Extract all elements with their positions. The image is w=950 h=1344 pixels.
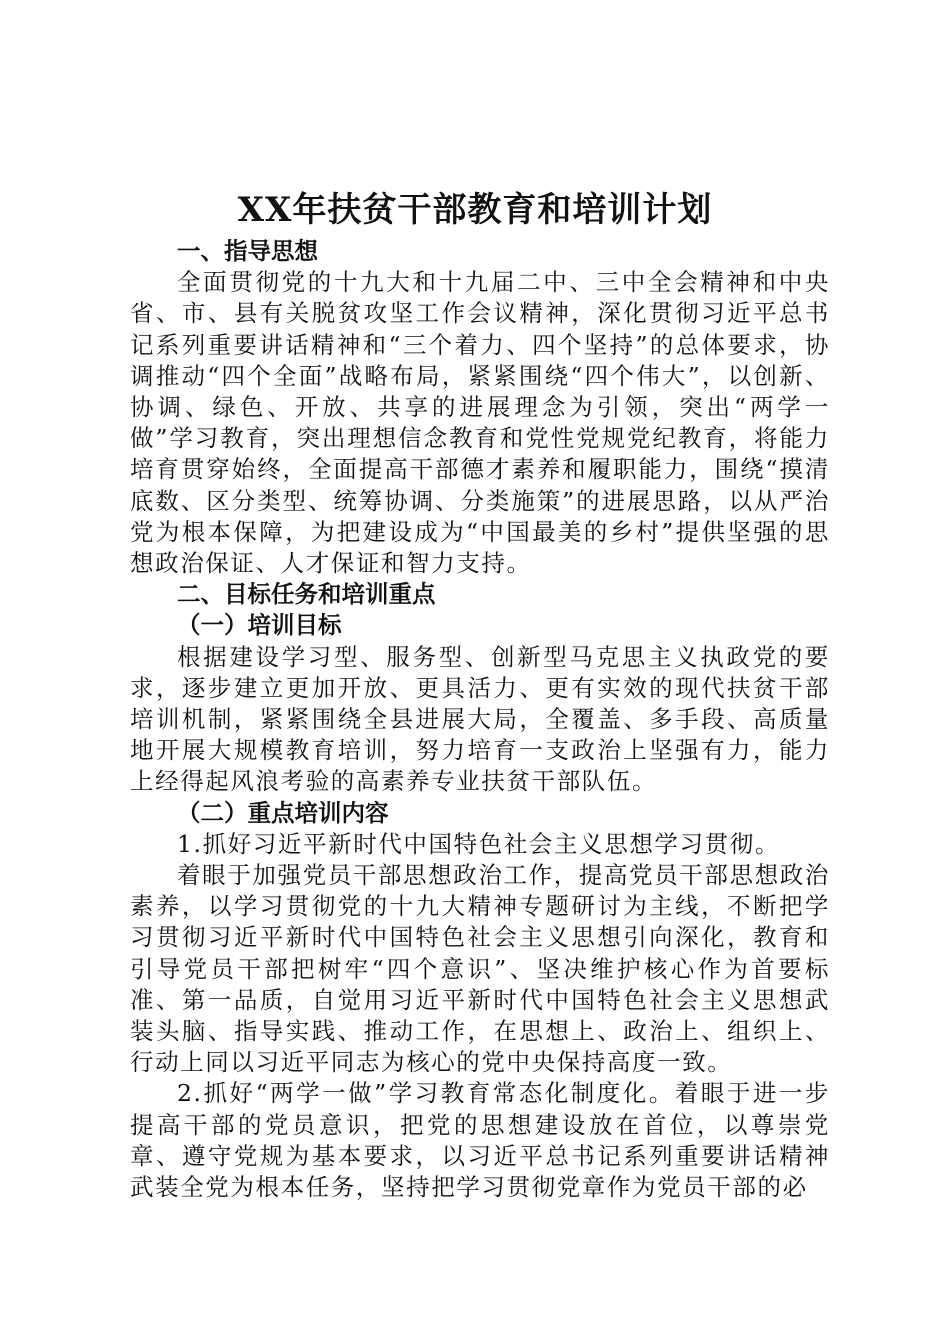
section-heading-goals-and-focus: 二、目标任务和培训重点 xyxy=(177,580,436,609)
section-heading-guiding-ideology: 一、指导思想 xyxy=(177,237,318,265)
document-title: XX年扶贫干部教育和培训计划 xyxy=(237,190,713,230)
document-body xyxy=(130,236,830,1203)
paragraph-item-2: 2.抓好“两学一做”学习教育常态化制度化。着眼于进一步提高干部的党员意识，把党的思想建设放在首位，以尊崇党章、遵守党规为基本要求，以习近平总书记系列重要讲话精神武装全党为根本任务，坚持把学习贯彻党章作为党员干部的必 xyxy=(130,1079,830,1202)
subheading-training-goals: （一）培训目标 xyxy=(177,611,342,640)
subheading-key-training-content: （二）重点培训内容 xyxy=(177,798,389,827)
paragraph-training-goals: 根据建设学习型、服务型、创新型马克思主义执政党的要求，逐步建立更加开放、更具活力、更有实效的现代扶贫干部培训机制，紧紧围绕全县进展大局，全覆盖、多手段、高质量地开展大规模教育培训，努力培育一支政治上坚强有力，能力上经得起风浪考验的高素养专业扶贫干部队伍。 xyxy=(130,642,830,796)
paragraph-item-1-title: 1.抓好习近平新时代中国特色社会主义思想学习贯彻。 xyxy=(177,829,780,858)
paragraph-guiding-ideology: 全面贯彻党的十九大和十九届二中、三中全会精神和中央省、市、县有关脱贫攻坚工作会议精神，深化贯彻习近平总书记系列重要讲话精神和“三个着力、四个坚持”的总体要求，协调推动“四个全面”战略布局，紧紧围绕“四个伟大”，以创新、协调、绿色、开放、共享的进展理念为引领，突出“两学一做”学习教育，突出理想信念教育和党性党规党纪教育，将能力培育贯穿始终，全面提高干部德才素养和履职能力，围绕“摸清底数、区分类型、统筹协调、分类施策”的进展思路，以从严治党为根本保障，为把建设成为“中国最美的乡村”提供坚强的思想政治保证、人才保证和智力支持。 xyxy=(130,268,830,578)
paragraph-item-1-body: 着眼于加强党员干部思想政治工作，提高党员干部思想政治素养，以学习贯彻党的十九大精神专题研讨为主线，不断把学习贯彻习近平新时代中国特色社会主义思想引向深化，教育和引导党员干部把树牢“四个意识”、坚决维护核心作为首要标准、第一品质，自觉用习近平新时代中国特色社会主义思想武装头脑、指导实践、推动工作，在思想上、政治上、组织上、行动上同以习近平同志为核心的党中央保持高度一致。 xyxy=(130,861,830,1077)
